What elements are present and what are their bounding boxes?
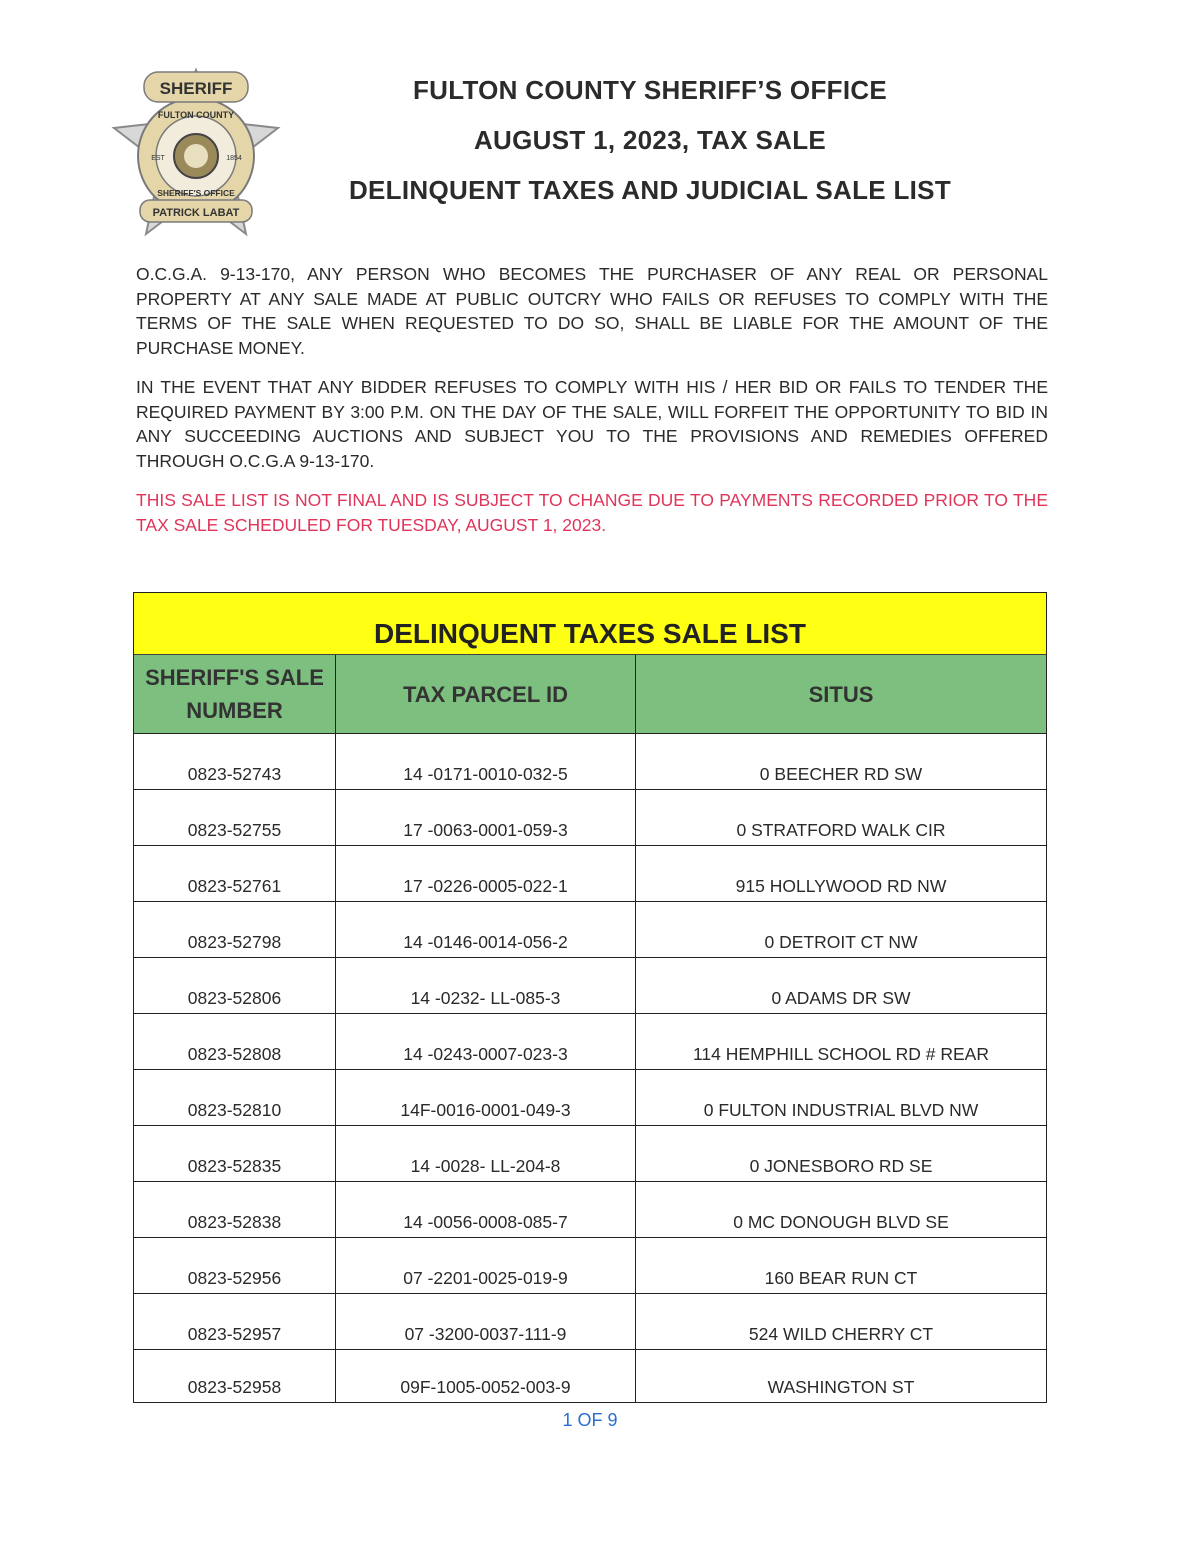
table-row — [134, 734, 1046, 790]
column-header-situs: SITUS — [808, 681, 874, 707]
cell-situs: 0 FULTON INDUSTRIAL BLVD NW — [703, 1100, 979, 1120]
table-row — [134, 1126, 1046, 1182]
table-row — [134, 846, 1046, 902]
cell-parcel-id: 14F-0016-0001-049-3 — [336, 1070, 636, 1125]
header-list-title: DELINQUENT TAXES AND JUDICIAL SALE LIST — [348, 175, 952, 205]
table-row — [134, 1294, 1046, 1350]
badge-star-icon — [106, 66, 286, 242]
cell-situs: 160 BEAR RUN CT — [764, 1268, 918, 1288]
table-row — [134, 1014, 1046, 1070]
bidder-notice-paragraph: IN THE EVENT THAT ANY BIDDER REFUSES TO COMPLY WITH HIS / HER BID OR FAILS TO TENDER THE REQUIRED PAYMENT BY 3:00 P.M. ON THE DAY OF THE SALE, WILL FORFEIT THE OPPORTUNITY TO BID IN ANY SUCCEEDING AUCTIONS AND SUBJECT YOU TO THE PROVISIONS AND REMEDIES OFFERED THROUGH O.C.G.A 9-13-170. — [136, 377, 1048, 471]
cell-parcel-id: 07 -2201-0025-019-9 — [336, 1238, 636, 1293]
badge-bottom-text: PATRICK LABAT — [152, 207, 240, 219]
table-title: DELINQUENT TAXES SALE LIST — [134, 593, 1046, 655]
document-header — [300, 72, 1000, 222]
badge-right-text: 1854 — [226, 155, 242, 162]
page-number: 1 OF 9 — [562, 1410, 618, 1430]
header-office-title: FULTON COUNTY SHERIFF’S OFFICE — [412, 75, 888, 105]
cell-situs: 915 HOLLYWOOD RD NW — [735, 876, 947, 896]
cell-sale-number: 0823-52743 — [134, 734, 336, 789]
cell-situs: 524 WILD CHERRY CT — [748, 1324, 934, 1344]
badge-lower-text: SHERIFF'S OFFICE — [157, 188, 235, 198]
cell-situs: 114 HEMPHILL SCHOOL RD # REAR — [693, 1044, 989, 1064]
cell-situs: 0 ADAMS DR SW — [771, 988, 911, 1008]
table-row — [134, 1070, 1046, 1126]
cell-sale-number: 0823-52755 — [134, 790, 336, 845]
badge-top-text: SHERIFF — [159, 79, 233, 98]
badge-left-text: EST — [151, 155, 165, 162]
cell-parcel-id: 09F-1005-0052-003-9 — [336, 1350, 636, 1402]
cell-parcel-id: 14 -0146-0014-056-2 — [336, 902, 636, 957]
cell-situs: 0 STRATFORD WALK CIR — [736, 820, 946, 840]
cell-situs: 0 JONESBORO RD SE — [749, 1156, 933, 1176]
cell-sale-number: 0823-52838 — [134, 1182, 336, 1237]
cell-sale-number: 0823-52761 — [134, 846, 336, 901]
cell-sale-number: 0823-52810 — [134, 1070, 336, 1125]
header-sale-date: AUGUST 1, 2023, TAX SALE — [473, 125, 827, 155]
table-row — [134, 1238, 1046, 1294]
cell-parcel-id: 14 -0056-0008-085-7 — [336, 1182, 636, 1237]
table-row — [134, 902, 1046, 958]
table-row — [134, 1182, 1046, 1238]
cell-sale-number: 0823-52808 — [134, 1014, 336, 1069]
table-row — [134, 958, 1046, 1014]
cell-parcel-id: 14 -0232- LL-085-3 — [336, 958, 636, 1013]
cell-parcel-id: 17 -0226-0005-022-1 — [336, 846, 636, 901]
cell-sale-number: 0823-52958 — [134, 1350, 336, 1402]
badge-ring-text: FULTON COUNTY — [157, 110, 235, 120]
cell-situs: 0 BEECHER RD SW — [759, 764, 923, 784]
cell-sale-number: 0823-52957 — [134, 1294, 336, 1349]
disclaimer-paragraph: THIS SALE LIST IS NOT FINAL AND IS SUBJECT TO CHANGE DUE TO PAYMENTS RECORDED PRIOR TO THE TAX SALE SCHEDULED FOR TUESDAY, AUGUST 1, 2023. — [136, 490, 1048, 535]
cell-sale-number: 0823-52798 — [134, 902, 336, 957]
cell-sale-number: 0823-52956 — [134, 1238, 336, 1293]
cell-situs: 0 DETROIT CT NW — [764, 932, 918, 952]
sheriff-badge-logo — [106, 66, 286, 242]
sale-list-table — [133, 592, 1047, 1403]
legal-notice-paragraph: O.C.G.A. 9-13-170, ANY PERSON WHO BECOMES THE PURCHASER OF ANY REAL OR PERSONAL PROPERTY AT ANY SALE MADE AT PUBLIC OUTCRY WHO FAILS OR REFUSES TO COMPLY WITH THE TERMS OF THE SALE WHEN REQUESTED TO DO SO, SHALL BE LIABLE FOR THE AMOUNT OF THE PURCHASE MONEY. — [136, 264, 1048, 358]
cell-sale-number: 0823-52835 — [134, 1126, 336, 1181]
table-body — [134, 734, 1046, 1402]
table-row — [134, 790, 1046, 846]
cell-sale-number: 0823-52806 — [134, 958, 336, 1013]
cell-parcel-id: 17 -0063-0001-059-3 — [336, 790, 636, 845]
column-header-parcel-id: TAX PARCEL ID — [336, 655, 636, 733]
cell-parcel-id: 14 -0243-0007-023-3 — [336, 1014, 636, 1069]
column-header-sale-number: SHERIFF'S SALE NUMBER — [134, 655, 336, 733]
cell-parcel-id: 14 -0028- LL-204-8 — [336, 1126, 636, 1181]
cell-situs: WASHINGTON ST — [767, 1377, 915, 1397]
table-header-row — [134, 655, 1046, 734]
cell-situs: 0 MC DONOUGH BLVD SE — [733, 1212, 949, 1232]
cell-parcel-id: 14 -0171-0010-032-5 — [336, 734, 636, 789]
table-row — [134, 1350, 1046, 1402]
cell-parcel-id: 07 -3200-0037-111-9 — [336, 1294, 636, 1349]
